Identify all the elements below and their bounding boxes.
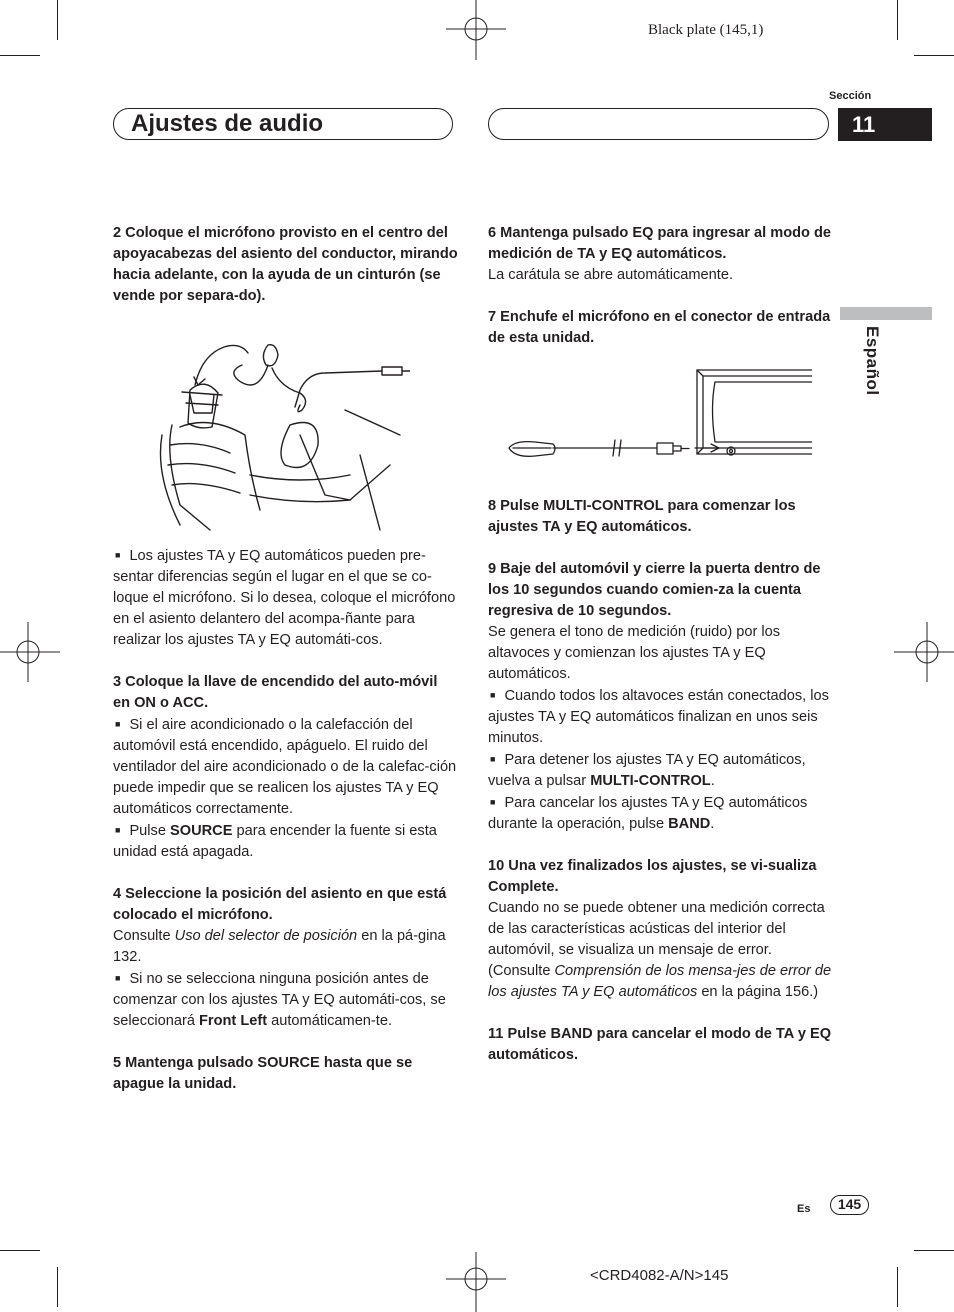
microphone-connector-illustration	[505, 368, 812, 464]
section-label: Sección	[829, 90, 872, 102]
crop-mark	[0, 55, 40, 56]
registration-mark-icon	[894, 622, 954, 682]
crop-mark	[57, 1267, 58, 1307]
step-6-body: La carátula se abre automáticamente.	[488, 267, 733, 283]
step-6-heading: 6 Mantenga pulsado EQ para ingresar al modo de medición de TA y EQ automáticos.	[488, 225, 832, 262]
language-code: Es	[797, 1203, 811, 1215]
step-9-note-3: ■ Para cancelar los ajustes TA y EQ automáticos durante la operación, pulse BAND.	[488, 792, 833, 835]
plate-label: Black plate (145,1)	[648, 22, 764, 38]
step-4-body: Consulte Uso del selector de posición en la pá-gina 132.	[113, 928, 446, 965]
step-3-heading: 3 Coloque la llave de encendido del auto-móvil en ON o ACC.	[113, 674, 438, 711]
step-8-heading: 8 Pulse MULTI-CONTROL para comenzar los ajustes TA y EQ automáticos.	[488, 498, 796, 535]
language-tab-bar	[840, 307, 932, 320]
step-10-heading: 10 Una vez finalizados los ajustes, se vi-sualiza Complete.	[488, 858, 817, 895]
page-number: 145	[830, 1195, 869, 1215]
step-4-note: ■ Si no se selecciona ninguna posición antes de comenzar con los ajustes TA y EQ automáti-cos, se seleccionará Front Left automáticamen-te.	[113, 968, 458, 1032]
page-title: Ajustes de audio	[131, 110, 324, 137]
section-number: 11	[838, 108, 932, 141]
registration-mark-icon	[446, 0, 506, 60]
step-10-body: Cuando no se puede obtener una medición correcta de las características acústicas del interior del automóvil, se visualiza un mensaje de error. (Consulte Comprensión de los mensa-jes de error de los ajustes TA y EQ automáticos en la página 156.)	[488, 900, 832, 1000]
crop-mark	[914, 1250, 954, 1251]
left-column-notes	[113, 545, 458, 1095]
crop-mark	[0, 1250, 40, 1251]
header-frame	[488, 108, 829, 140]
step-4-heading: 4 Seleccione la posición del asiento en que está colocado el micrófono.	[113, 886, 447, 923]
job-code: <CRD4082-A/N>145	[590, 1267, 729, 1284]
right-column-lower	[488, 496, 833, 1066]
crop-mark	[914, 55, 954, 56]
crop-mark	[897, 0, 898, 40]
step-9-note-1: ■ Cuando todos los altavoces están conectados, los ajustes TA y EQ automáticos finalizan en unos seis minutos.	[488, 685, 833, 749]
crop-mark	[57, 0, 58, 40]
step-2-note: ■ Los ajustes TA y EQ automáticos pueden pre-sentar diferencias según el lugar en el que se co-loque el micrófono. Si lo desea, coloque el micrófono en el asiento delantero del acompa-ñante para realizar los ajustes TA y EQ automáti-cos.	[113, 545, 458, 651]
registration-mark-icon	[0, 622, 60, 682]
step-3-note-1: ■ Si el aire acondicionado o la calefacción del automóvil está encendido, apáguelo. El ruido del ventilador del aire acondicionado o de la calefac-ción puede impedir que se realicen los ajustes TA y EQ automáticos correctamente.	[113, 714, 458, 820]
step-3-note-2: ■ Pulse SOURCE para encender la fuente si esta unidad está apagada.	[113, 820, 458, 863]
left-column	[113, 223, 458, 307]
crop-mark	[897, 1267, 898, 1307]
microphone-headrest-illustration	[150, 335, 410, 535]
step-9-body: Se genera el tono de medición (ruido) por los altavoces y comienzan los ajustes TA y EQ automáticos.	[488, 624, 781, 682]
step-5-heading: 5 Mantenga pulsado SOURCE hasta que se apague la unidad.	[113, 1055, 413, 1092]
step-11-heading: 11 Pulse BAND para cancelar el modo de TA y EQ automáticos.	[488, 1026, 832, 1063]
right-column	[488, 223, 833, 349]
language-tab: Español	[863, 326, 882, 396]
step-2-heading: 2 Coloque el micrófono provisto en el centro del apoyacabezas del asiento del conductor, mirando hacia adelante, con la ayuda de un cinturón (se vende por separa-do).	[113, 225, 458, 304]
registration-mark-icon	[446, 1252, 506, 1312]
step-9-note-2: ■ Para detener los ajustes TA y EQ automáticos, vuelva a pulsar MULTI-CONTROL.	[488, 749, 833, 792]
step-7-heading: 7 Enchufe el micrófono en el conector de entrada de esta unidad.	[488, 309, 831, 346]
step-9-heading: 9 Baje del automóvil y cierre la puerta dentro de los 10 segundos cuando comien-za la cuenta regresiva de 10 segundos.	[488, 561, 821, 619]
